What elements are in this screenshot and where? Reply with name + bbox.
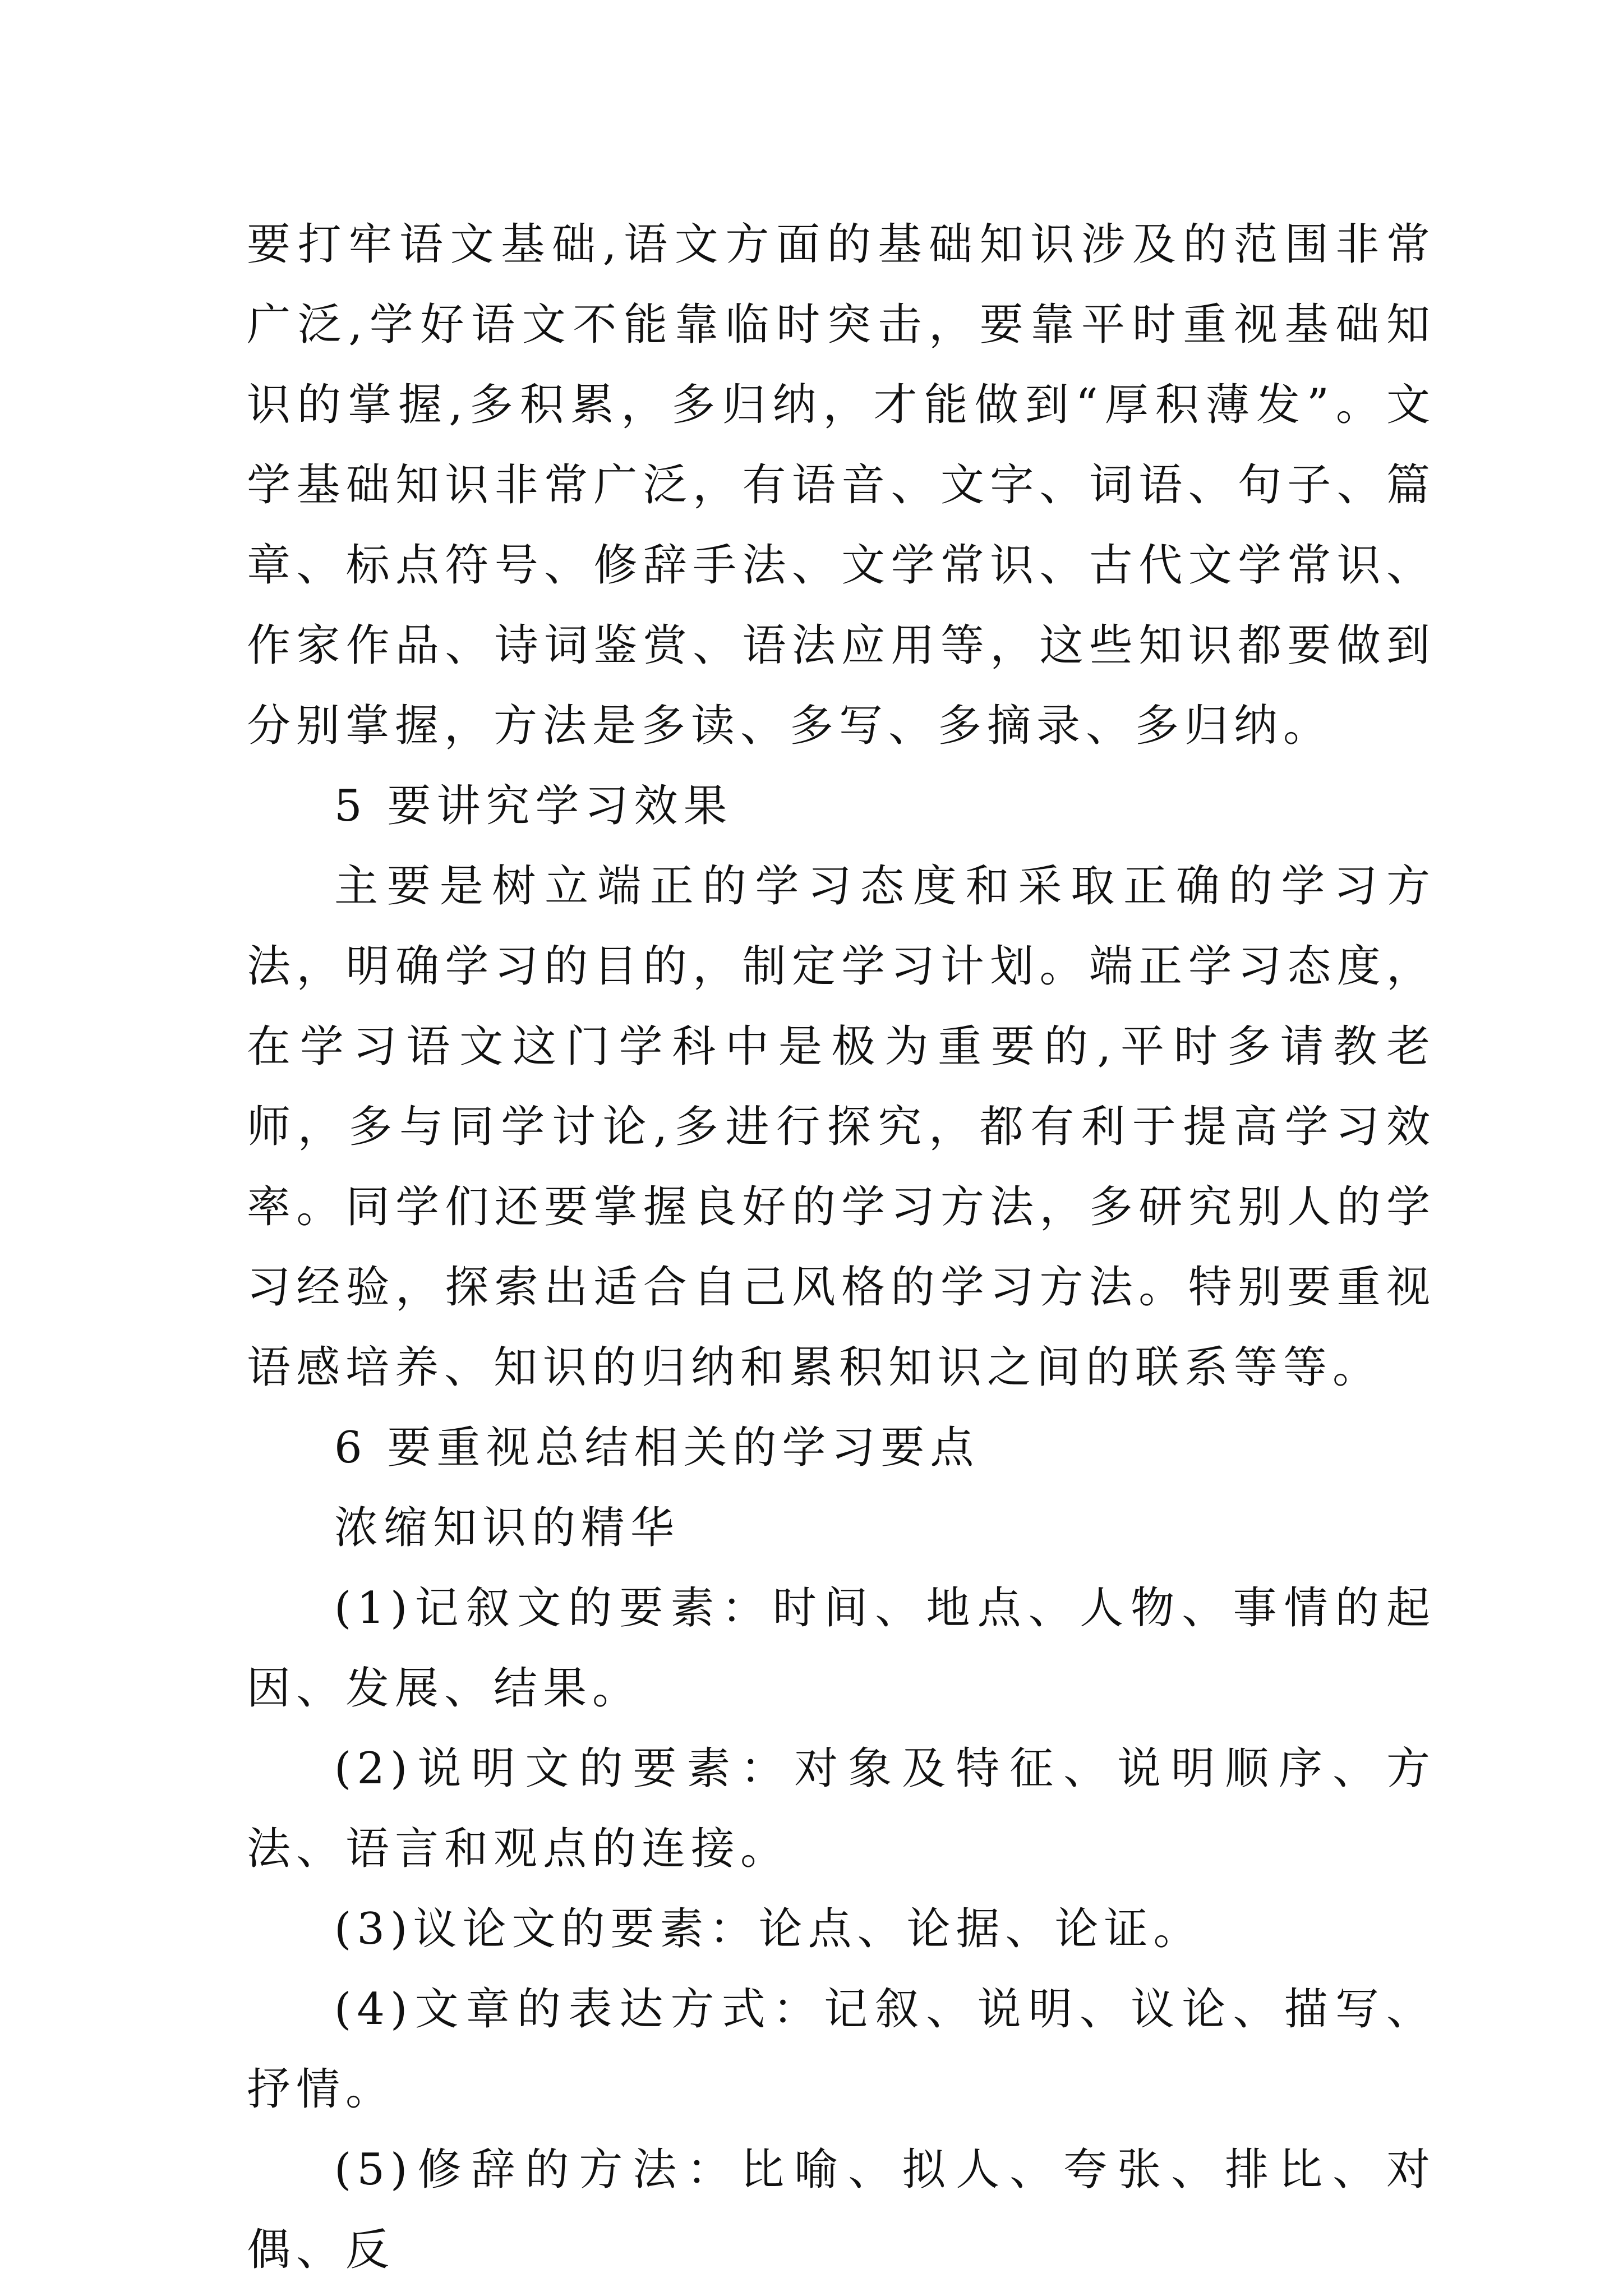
list-item-rhetoric: (5)修辞的方法：比喻、拟人、夸张、排比、对偶、反 [247,2145,1436,2275]
list-item-narrative: (1)记叙文的要素：时间、地点、人物、事情的起因、发展、结果。 [247,1583,1436,1714]
paragraph-learning-effect: 主要是树立端正的学习态度和采取正确的学习方法，明确学习的目的，制定学习计划。端正学习态度，在学习语文这门学科中是极为重要的,平时多请教老师，多与同学讨论,多进行探究，都有利于提高学习效率。同学们还要掌握良好的学习方法，多研究别人的学习经验，探索出适合自己风格的学习方法。特别要重视语感培养、知识的归纳和累积知识之间的联系等等。 [247,861,1436,1393]
heading-summary-points: 6 要重视总结相关的学习要点 [334,1423,980,1473]
subheading-essence: 浓缩知识的精华 [334,1503,680,1553]
body-text [247,205,1436,2290]
paragraph-basics: 要打牢语文基础,语文方面的基础知识涉及的范围非常广泛,学好语文不能靠临时突击，要靠平时重视基础知识的掌握,多积累，多归纳，才能做到“厚积薄发”。文学基础知识非常广泛，有语音、文字、词语、句子、篇章、标点符号、修辞手法、文学常识、古代文学常识、作家作品、诗词鉴赏、语法应用等，这些知识都要做到分别掌握，方法是多读、多写、多摘录、多归纳。 [247,219,1436,751]
list-item-expository: (2)说明文的要素：对象及特征、说明顺序、方法、语言和观点的连接。 [247,1743,1436,1874]
list-item-expression: (4)文章的表达方式：记叙、说明、议论、描写、抒情。 [247,1984,1436,2115]
list-item-argumentative: (3)议论文的要素：论点、论据、论证。 [334,1904,1203,1954]
heading-learning-effect: 5 要讲究学习效果 [334,781,733,831]
